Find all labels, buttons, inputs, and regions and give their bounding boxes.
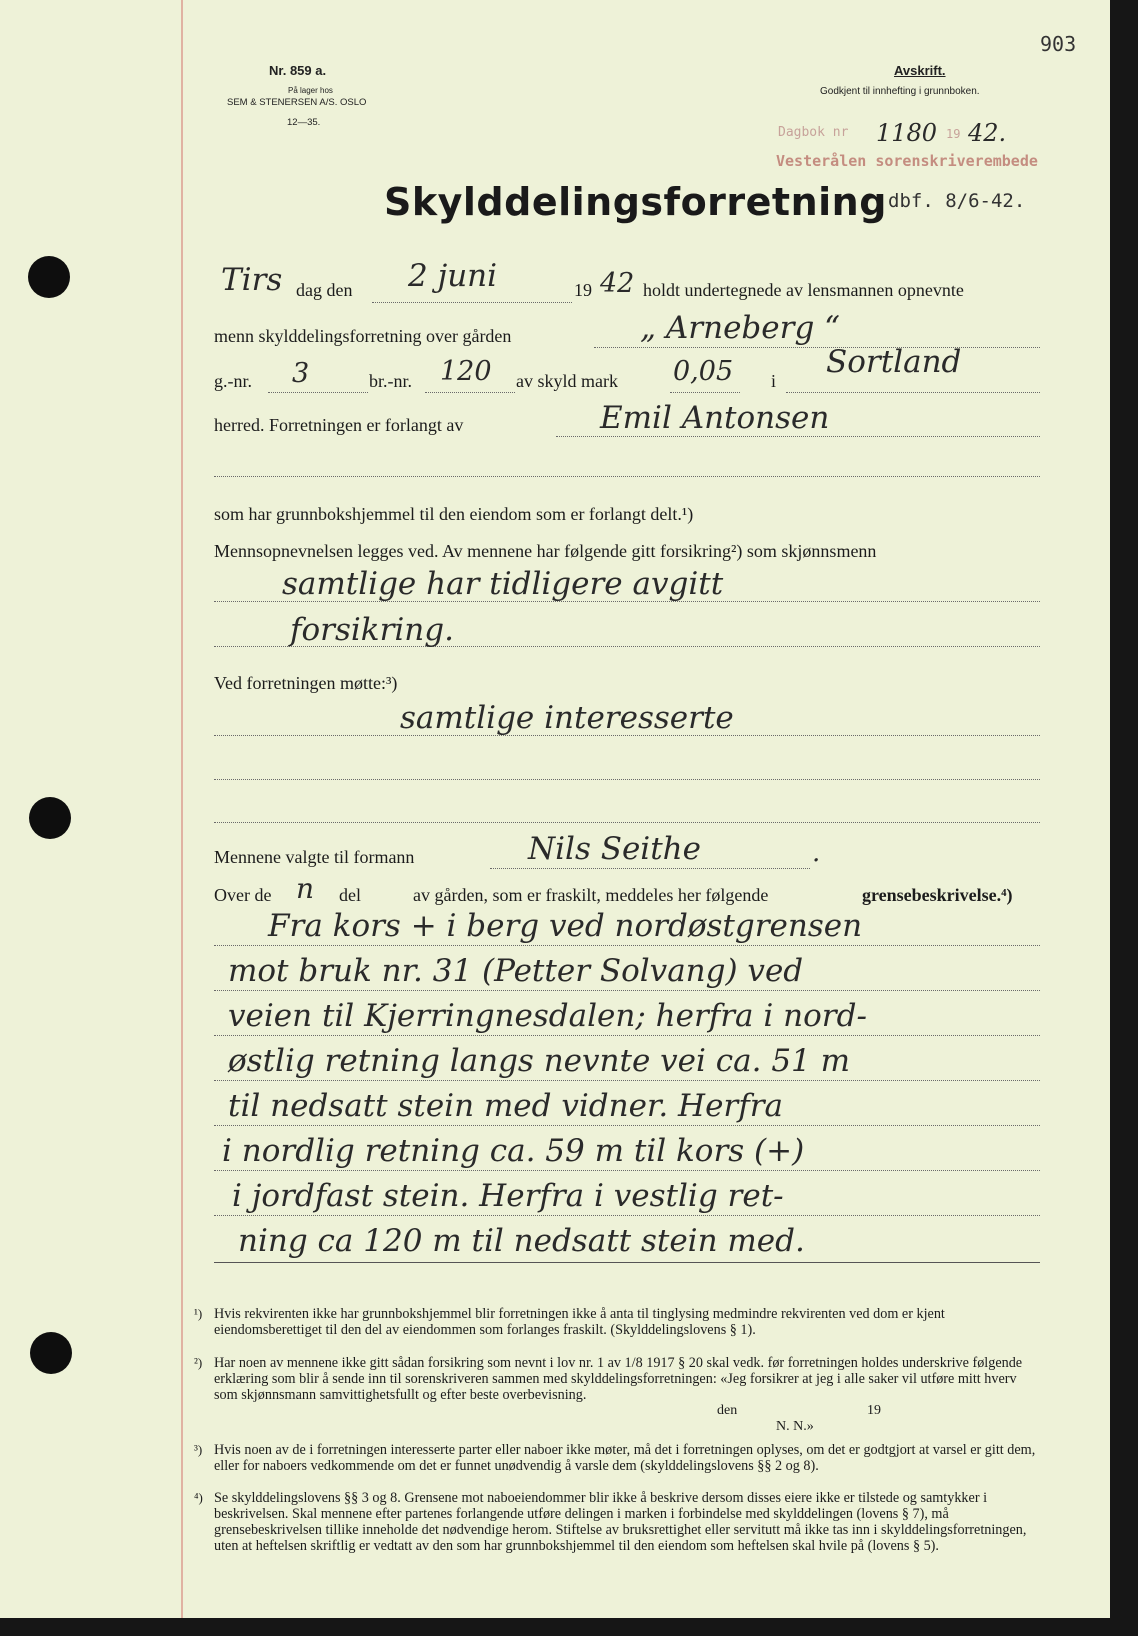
fill-line xyxy=(490,868,810,869)
form-text: som har grunnbokshjemmel til den eiendom som er forlangt delt.¹) xyxy=(214,504,694,524)
fill-line xyxy=(214,1080,1040,1081)
stamp-dagbok-label: Dagbok nr xyxy=(778,125,849,140)
hand-grense-line: i jordfast stein. Herfra i vestlig ret- xyxy=(232,1178,784,1214)
hand-herred: Sortland xyxy=(826,344,962,380)
footnote-marker: ³) xyxy=(194,1442,203,1457)
form-label: i xyxy=(771,371,777,391)
hand-grense-line: til nedsatt stein med vidner. Herfra xyxy=(228,1088,784,1124)
fill-line xyxy=(670,392,740,393)
form-label: Over de xyxy=(214,885,272,905)
fill-line xyxy=(786,392,1040,393)
fill-line xyxy=(214,1262,1040,1263)
form-text: Mennsopnevnelsen legges ved. Av mennene har følgende gitt forsikring²) som skjønnsmenn xyxy=(214,541,877,561)
hand-year: 42 xyxy=(600,268,635,299)
hand-weekday: Tirs xyxy=(221,262,283,298)
hand-requester: Emil Antonsen xyxy=(600,400,830,436)
hand-formann: Nils Seithe xyxy=(528,831,701,867)
form-label: av gården, som er fraskilt, meddeles her følgende xyxy=(413,885,769,905)
footnote-marker: ¹) xyxy=(194,1306,203,1321)
punch-hole xyxy=(29,797,71,839)
form-number: Nr. 859 a. xyxy=(269,63,327,78)
fill-line xyxy=(214,822,1040,823)
hand-farm-name: „ Arneberg “ xyxy=(640,310,840,346)
fill-line xyxy=(214,945,1040,946)
hand-grense-line: i nordlig retning ca. 59 m til kors (+) xyxy=(222,1133,805,1169)
form-label: av skyld mark xyxy=(516,371,618,391)
footnote-marker: ²) xyxy=(194,1355,203,1370)
fill-line xyxy=(214,779,1040,780)
hand-date: 2 juni xyxy=(408,258,498,294)
fill-line xyxy=(214,1035,1040,1036)
form-label: holdt undertegnede av lensmannen opnevnte xyxy=(643,280,964,300)
footnote-19: 19 xyxy=(867,1403,881,1418)
form-label: herred. Forretningen er forlangt av xyxy=(214,415,464,435)
punch-hole xyxy=(30,1332,72,1374)
margin-line xyxy=(181,0,183,1618)
footnote-den: den xyxy=(717,1403,738,1418)
form-label: Mennene valgte til formann xyxy=(214,847,415,867)
hand-part: n xyxy=(296,872,315,905)
stamp-year: 42. xyxy=(968,119,1007,147)
fill-line xyxy=(214,1170,1040,1171)
footnote-text: Hvis noen av de i forretningen interesserte parter eller naboer ikke møter, må det i forretningen oplyses, om det er godtgjort at varsel er gitt dem, eller for naboers vedkommende om det er funnet unødvendig å varsle dem (skylddelingslovens §§ 2 og 8). xyxy=(214,1442,1036,1474)
hand-forsikring-line: samtlige har tidligere avgitt xyxy=(282,566,724,602)
hand-skyld: 0,05 xyxy=(673,356,734,387)
stamp-year-prefix: 19 xyxy=(946,127,961,141)
footnote-text: Har noen av mennene ikke gitt sådan forsikring som nevnt i lov nr. 1 av 1/8 1917 § 20 skal vedk. før forretningen holdes underskrive følgende erklæring som blir å sende inn til sorenskriveren sammen med skylddelingsforretningen: «Jeg forsikrer at jeg i alle saker vil utføre mitt hverv som skjønnsmann samvittighetsfullt og efter beste overbevisning. xyxy=(214,1355,1023,1403)
fill-line xyxy=(594,347,1040,348)
hand-grense-line: veien til Kjerringnesdalen; herfra i nord- xyxy=(228,998,867,1034)
hand-grense-line: ning ca 120 m til nedsatt stein med. xyxy=(238,1223,805,1259)
hand-grense-line: østlig retning langs nevnte vei ca. 51 m xyxy=(228,1043,851,1079)
fill-line xyxy=(556,436,1040,437)
fill-line xyxy=(214,990,1040,991)
publisher-line: SEM & STENERSEN A/S. OSLO xyxy=(227,97,367,108)
footnote-text: Se skylddelingslovens §§ 3 og 8. Grensene mot naboeiendommer blir ikke å beskrive dersom disses eiere ikke er tilstede og samtykker i beskrivelsen. Skal mennene efter partenes forlangende utføre delingen i marken i forbindelse med skylddelingen (lovens § 7), må grensebeskrivelsen tillike inneholde det nødvendige herom. Stiftelse av bruksrettighet eller servitutt må ikke tas inn i skylddelingsforretningen, uten at heftelsen skriftlig er vedtatt av den som har grunnbokshjemmel til den eiendom som heftelsen skal hvile på (lovens § 5). xyxy=(214,1490,1027,1554)
hand-gnr: 3 xyxy=(292,358,310,389)
fill-line xyxy=(268,392,368,393)
form-label: g.-nr. xyxy=(214,371,252,391)
hand-motte: samtlige interesserte xyxy=(400,700,734,736)
fill-line xyxy=(214,1125,1040,1126)
form-label: br.-nr. xyxy=(369,371,412,391)
fill-line xyxy=(214,1215,1040,1216)
footnote-text: Hvis rekvirenten ikke har grunnbokshjemmel blir forretningen ikke å anta til tinglysing medmindre rekvirenten ved dom er kjent eiendomsberettiget til den del av eiendommen som forlanges fraskilt. (Skylddelingslovens § 1). xyxy=(214,1306,945,1338)
footnote-marker: ⁴) xyxy=(194,1490,203,1505)
hand-bnr: 120 xyxy=(440,356,492,387)
fill-line xyxy=(372,302,572,303)
scan-border xyxy=(0,1618,1138,1636)
form-label: 19 xyxy=(574,280,592,300)
footnote-3 xyxy=(194,1442,1040,1474)
hand-grense-line: Fra kors + i berg ved nordøstgrensen xyxy=(268,908,863,944)
stamp-dagbok-number: 1180 xyxy=(876,119,938,147)
footnote-4 xyxy=(194,1490,1040,1554)
hand-period: . xyxy=(812,838,821,868)
stamp-office: Vesterålen sorenskriverembede xyxy=(776,152,1038,170)
hand-forsikring-line: forsikring. xyxy=(290,612,454,648)
form-label: del xyxy=(339,885,361,905)
avskrift-label: Avskrift. xyxy=(894,63,946,78)
hand-grense-line: mot bruk nr. 31 (Petter Solvang) ved xyxy=(228,953,804,989)
form-label: dag den xyxy=(296,280,353,300)
publisher-line: På lager hos xyxy=(288,86,333,95)
form-text: Ved forretningen møtte:³) xyxy=(214,673,398,693)
form-label-bold: grensebeskrivelse.⁴) xyxy=(862,885,1013,905)
footnote-2 xyxy=(194,1355,1040,1403)
publisher-line: 12—35. xyxy=(287,117,321,128)
fill-line xyxy=(214,476,1040,477)
footnote-1 xyxy=(194,1306,1040,1338)
page-number: 903 xyxy=(1040,32,1077,56)
fill-line xyxy=(425,392,515,393)
document-title: Skylddelingsforretning xyxy=(384,180,887,224)
dbf-reference: dbf. 8/6-42. xyxy=(888,190,1026,212)
punch-hole xyxy=(28,256,70,298)
form-label: menn skylddelingsforretning over gården xyxy=(214,326,512,346)
approval-note: Godkjent til innhefting i grunnboken. xyxy=(820,86,980,97)
footnote-nn: N. N.» xyxy=(776,1419,814,1434)
